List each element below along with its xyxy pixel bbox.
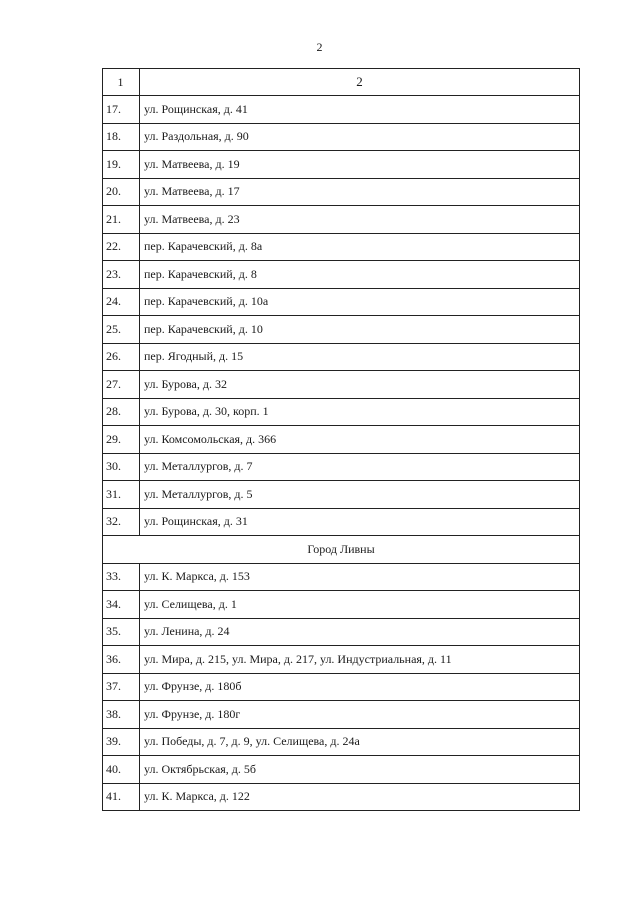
table-row <box>103 151 580 179</box>
row-number: 35. <box>103 618 140 646</box>
address-table <box>102 68 580 811</box>
section-title: Город Ливны <box>103 536 580 564</box>
row-address: ул. Ленина, д. 24 <box>140 618 580 646</box>
table-row <box>103 481 580 509</box>
row-number: 37. <box>103 673 140 701</box>
table-row <box>103 288 580 316</box>
row-address: ул. Металлургов, д. 5 <box>140 481 580 509</box>
row-number: 29. <box>103 426 140 454</box>
table-row <box>103 563 580 591</box>
row-number: 34. <box>103 591 140 619</box>
row-number: 36. <box>103 646 140 674</box>
table-row <box>103 233 580 261</box>
row-address: ул. Рощинская, д. 31 <box>140 508 580 536</box>
row-address: ул. Мира, д. 215, ул. Мира, д. 217, ул. Индустриальная, д. 11 <box>140 646 580 674</box>
table-row <box>103 453 580 481</box>
row-number: 24. <box>103 288 140 316</box>
row-address: ул. Матвеева, д. 23 <box>140 206 580 234</box>
table-row <box>103 426 580 454</box>
table-row <box>103 591 580 619</box>
row-number: 17. <box>103 96 140 124</box>
table-row <box>103 398 580 426</box>
row-address: ул. Селищева, д. 1 <box>140 591 580 619</box>
row-number: 23. <box>103 261 140 289</box>
table-row <box>103 123 580 151</box>
row-number: 25. <box>103 316 140 344</box>
row-address: пер. Карачевский, д. 8а <box>140 233 580 261</box>
header-col-1: 1 <box>103 69 140 96</box>
row-address: ул. Победы, д. 7, д. 9, ул. Селищева, д. 24а <box>140 728 580 756</box>
table-row <box>103 343 580 371</box>
row-number: 20. <box>103 178 140 206</box>
row-number: 26. <box>103 343 140 371</box>
row-address: пер. Карачевский, д. 10 <box>140 316 580 344</box>
row-number: 38. <box>103 701 140 729</box>
table-row <box>103 371 580 399</box>
row-number: 28. <box>103 398 140 426</box>
row-address: ул. Металлургов, д. 7 <box>140 453 580 481</box>
table-row <box>103 508 580 536</box>
row-number: 22. <box>103 233 140 261</box>
row-address: ул. Рощинская, д. 41 <box>140 96 580 124</box>
table-row <box>103 316 580 344</box>
row-number: 27. <box>103 371 140 399</box>
table-row <box>103 756 580 784</box>
header-col-2: 2 <box>140 69 580 96</box>
table-row <box>103 646 580 674</box>
row-number: 31. <box>103 481 140 509</box>
row-number: 21. <box>103 206 140 234</box>
row-address: ул. К. Маркса, д. 122 <box>140 783 580 811</box>
row-address: ул. Раздольная, д. 90 <box>140 123 580 151</box>
page-number: 2 <box>316 40 323 54</box>
row-address: пер. Карачевский, д. 10а <box>140 288 580 316</box>
row-number: 33. <box>103 563 140 591</box>
row-number: 18. <box>103 123 140 151</box>
row-number: 30. <box>103 453 140 481</box>
table-row <box>103 261 580 289</box>
row-address: ул. Октябрьская, д. 5б <box>140 756 580 784</box>
section-row <box>103 536 580 564</box>
row-address: пер. Карачевский, д. 8 <box>140 261 580 289</box>
table-row <box>103 673 580 701</box>
table-row <box>103 206 580 234</box>
table-row <box>103 701 580 729</box>
table-header-row <box>103 69 580 96</box>
table-row <box>103 783 580 811</box>
row-address: ул. Фрунзе, д. 180г <box>140 701 580 729</box>
row-address: ул. Бурова, д. 32 <box>140 371 580 399</box>
table-row <box>103 96 580 124</box>
row-number: 19. <box>103 151 140 179</box>
row-address: ул. Бурова, д. 30, корп. 1 <box>140 398 580 426</box>
row-address: ул. Матвеева, д. 17 <box>140 178 580 206</box>
row-number: 39. <box>103 728 140 756</box>
table-row <box>103 728 580 756</box>
row-address: ул. Фрунзе, д. 180б <box>140 673 580 701</box>
row-address: ул. К. Маркса, д. 153 <box>140 563 580 591</box>
table-row <box>103 618 580 646</box>
row-address: ул. Матвеева, д. 19 <box>140 151 580 179</box>
row-number: 40. <box>103 756 140 784</box>
row-address: пер. Ягодный, д. 15 <box>140 343 580 371</box>
row-address: ул. Комсомольская, д. 366 <box>140 426 580 454</box>
table-row <box>103 178 580 206</box>
row-number: 41. <box>103 783 140 811</box>
row-number: 32. <box>103 508 140 536</box>
